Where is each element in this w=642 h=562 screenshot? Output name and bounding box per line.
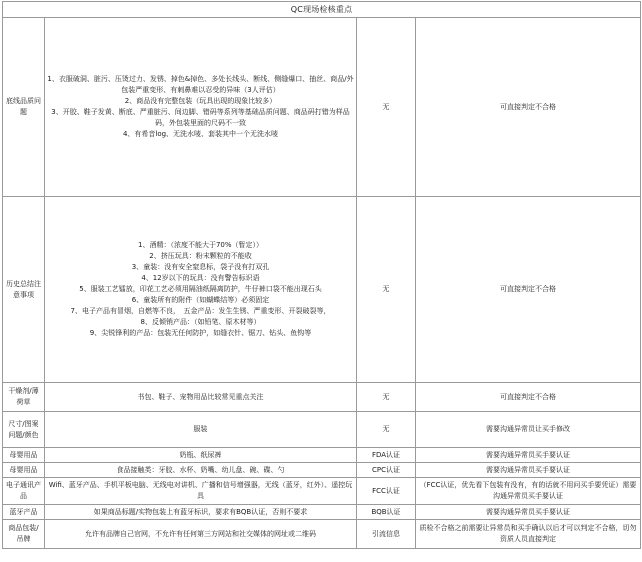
- row-requirement: 无: [357, 412, 416, 448]
- row-requirement: 无: [357, 383, 416, 412]
- row-result: 需要沟通异常员让买手修改: [416, 412, 641, 448]
- row-requirement: FCC认证: [357, 478, 416, 505]
- content-line: 5、服装工艺镭放，印花工艺必须用隔油纸隔离防护，牛仔裤口袋不能出现石头: [79, 285, 322, 293]
- row-result: （FCC认证，优先看下包装有没有，有的话就不用问买手要凭证）需要沟通异常员买手要认证: [416, 478, 641, 505]
- row-content: [45, 505, 357, 520]
- content-line: 2、挤压玩具：粉末颗粒的不能收: [149, 252, 252, 260]
- content-line: 4、12岁以下的玩具：没有警告标识语: [141, 274, 260, 282]
- table-row: [3, 383, 641, 412]
- row-category: 母婴用品: [3, 448, 45, 463]
- row-result: 质检不合格之前需要让异常员和买手确认以后才可以判定不合格，切勿资质人员直接判定: [416, 520, 641, 549]
- row-result: 需要沟通异常员买手要认证: [416, 448, 641, 463]
- row-category: 底线品质问题: [3, 18, 45, 197]
- content-line: 4、有希音log、无洗水唛、套装其中一个无洗水唛: [122, 130, 279, 138]
- content-line: 食品接触类：牙胶、水杯、奶嘴、幼儿盘、碗、碟、勺: [116, 465, 285, 474]
- row-result: 需要沟通异常员买手要认证: [416, 505, 641, 520]
- row-category: 母婴用品: [3, 463, 45, 478]
- row-content: [45, 463, 357, 478]
- qc-table: [2, 1, 641, 549]
- row-requirement: 无: [357, 197, 416, 383]
- row-content: [45, 18, 357, 197]
- row-content: [45, 197, 357, 383]
- row-result: 可直接判定不合格: [416, 197, 641, 383]
- content-line: 3、开胶、鞋子发黄、断底、严重脏污、间边脚、错码等系列等基础品质问题、商品码打错为样品码，外包装里面的尺码不一致: [51, 108, 350, 127]
- row-content: [45, 520, 357, 549]
- row-result: 需要沟通异常员买手要认证: [416, 463, 641, 478]
- content-line: 2、商品没有完整包装（玩具出现的现象比较多）: [124, 97, 277, 105]
- row-result: 可直接判定不合格: [416, 383, 641, 412]
- row-category: 尺寸/图案问题/颜色: [3, 412, 45, 448]
- row-category: 商品包装/吊牌: [3, 520, 45, 549]
- table-row: [3, 478, 641, 505]
- row-category: 蓝牙产品: [3, 505, 45, 520]
- row-requirement: 无: [357, 18, 416, 197]
- row-requirement: CPC认证: [357, 463, 416, 478]
- content-line: 书包、鞋子、宠物用品比较常见重点关注: [137, 392, 264, 401]
- table-row: [3, 505, 641, 520]
- row-requirement: 引流信息: [357, 520, 416, 549]
- content-line: 3、童装：没有安全窒息标，袋子没有打双孔: [131, 263, 270, 271]
- table-row: [3, 412, 641, 448]
- row-content: [45, 448, 357, 463]
- row-category: 干燥剂/薄荷草: [3, 383, 45, 412]
- row-category: 历史总结注意事项: [3, 197, 45, 383]
- content-line: 允许有品牌自己官网，不允许有任何第三方网站和社交媒体的网址或二维码: [85, 529, 316, 538]
- row-requirement: FDA认证: [357, 448, 416, 463]
- table-row: [3, 520, 641, 549]
- content-line: Wifi、蓝牙产品、手机平板电脑、无线电对讲机、广播和信号增强器，无线（蓝牙，红外）、遥控玩具: [48, 481, 353, 500]
- row-category: 电子通讯产品: [3, 478, 45, 505]
- table-row: [3, 197, 641, 383]
- row-content: [45, 412, 357, 448]
- content-line: 7、电子产品有冒烟，自燃等不良， 五金产品：发生生锈、严重变形、开裂破裂等，: [70, 307, 331, 315]
- row-content: [45, 478, 357, 505]
- content-line: 服装: [193, 425, 208, 433]
- table-row: [3, 18, 641, 197]
- row-requirement: BQB认证: [357, 505, 416, 520]
- content-line: 如果商品标题/实物包装上有蓝牙标识，要求有BQB认证，否则不要求: [93, 507, 308, 516]
- table-row: [3, 463, 641, 478]
- row-result: 可直接判定不合格: [416, 18, 641, 197]
- content-line: 6、童装所有的附件（如蝴蝶结等）必须固定: [131, 296, 270, 304]
- table-row: [3, 448, 641, 463]
- content-line: 1、酒精：（浓度不能大于70%（暂定））: [137, 241, 263, 249]
- content-line: 1、衣服破洞、脏污、压烫过力、发锈、掉色&掉色、多处长线头、断线、侧缝爆口、抽丝、商品/外包装严重变形、有刺鼻难以忍受的异味（3人评估）: [47, 75, 354, 94]
- table-title: QC现场检核重点: [3, 2, 641, 18]
- content-line: 8、反倾销产品：（如铅笔、原木材等）: [140, 318, 261, 326]
- qc-sheet: [2, 1, 640, 549]
- content-line: 奶瓶、纸尿裤: [179, 450, 222, 459]
- content-line: 9、尖锐锋利的产品：包装无任何防护，如缝衣针、锯刀、钻头、鱼钩等: [89, 329, 312, 337]
- title-row: [3, 2, 641, 18]
- row-content: [45, 383, 357, 412]
